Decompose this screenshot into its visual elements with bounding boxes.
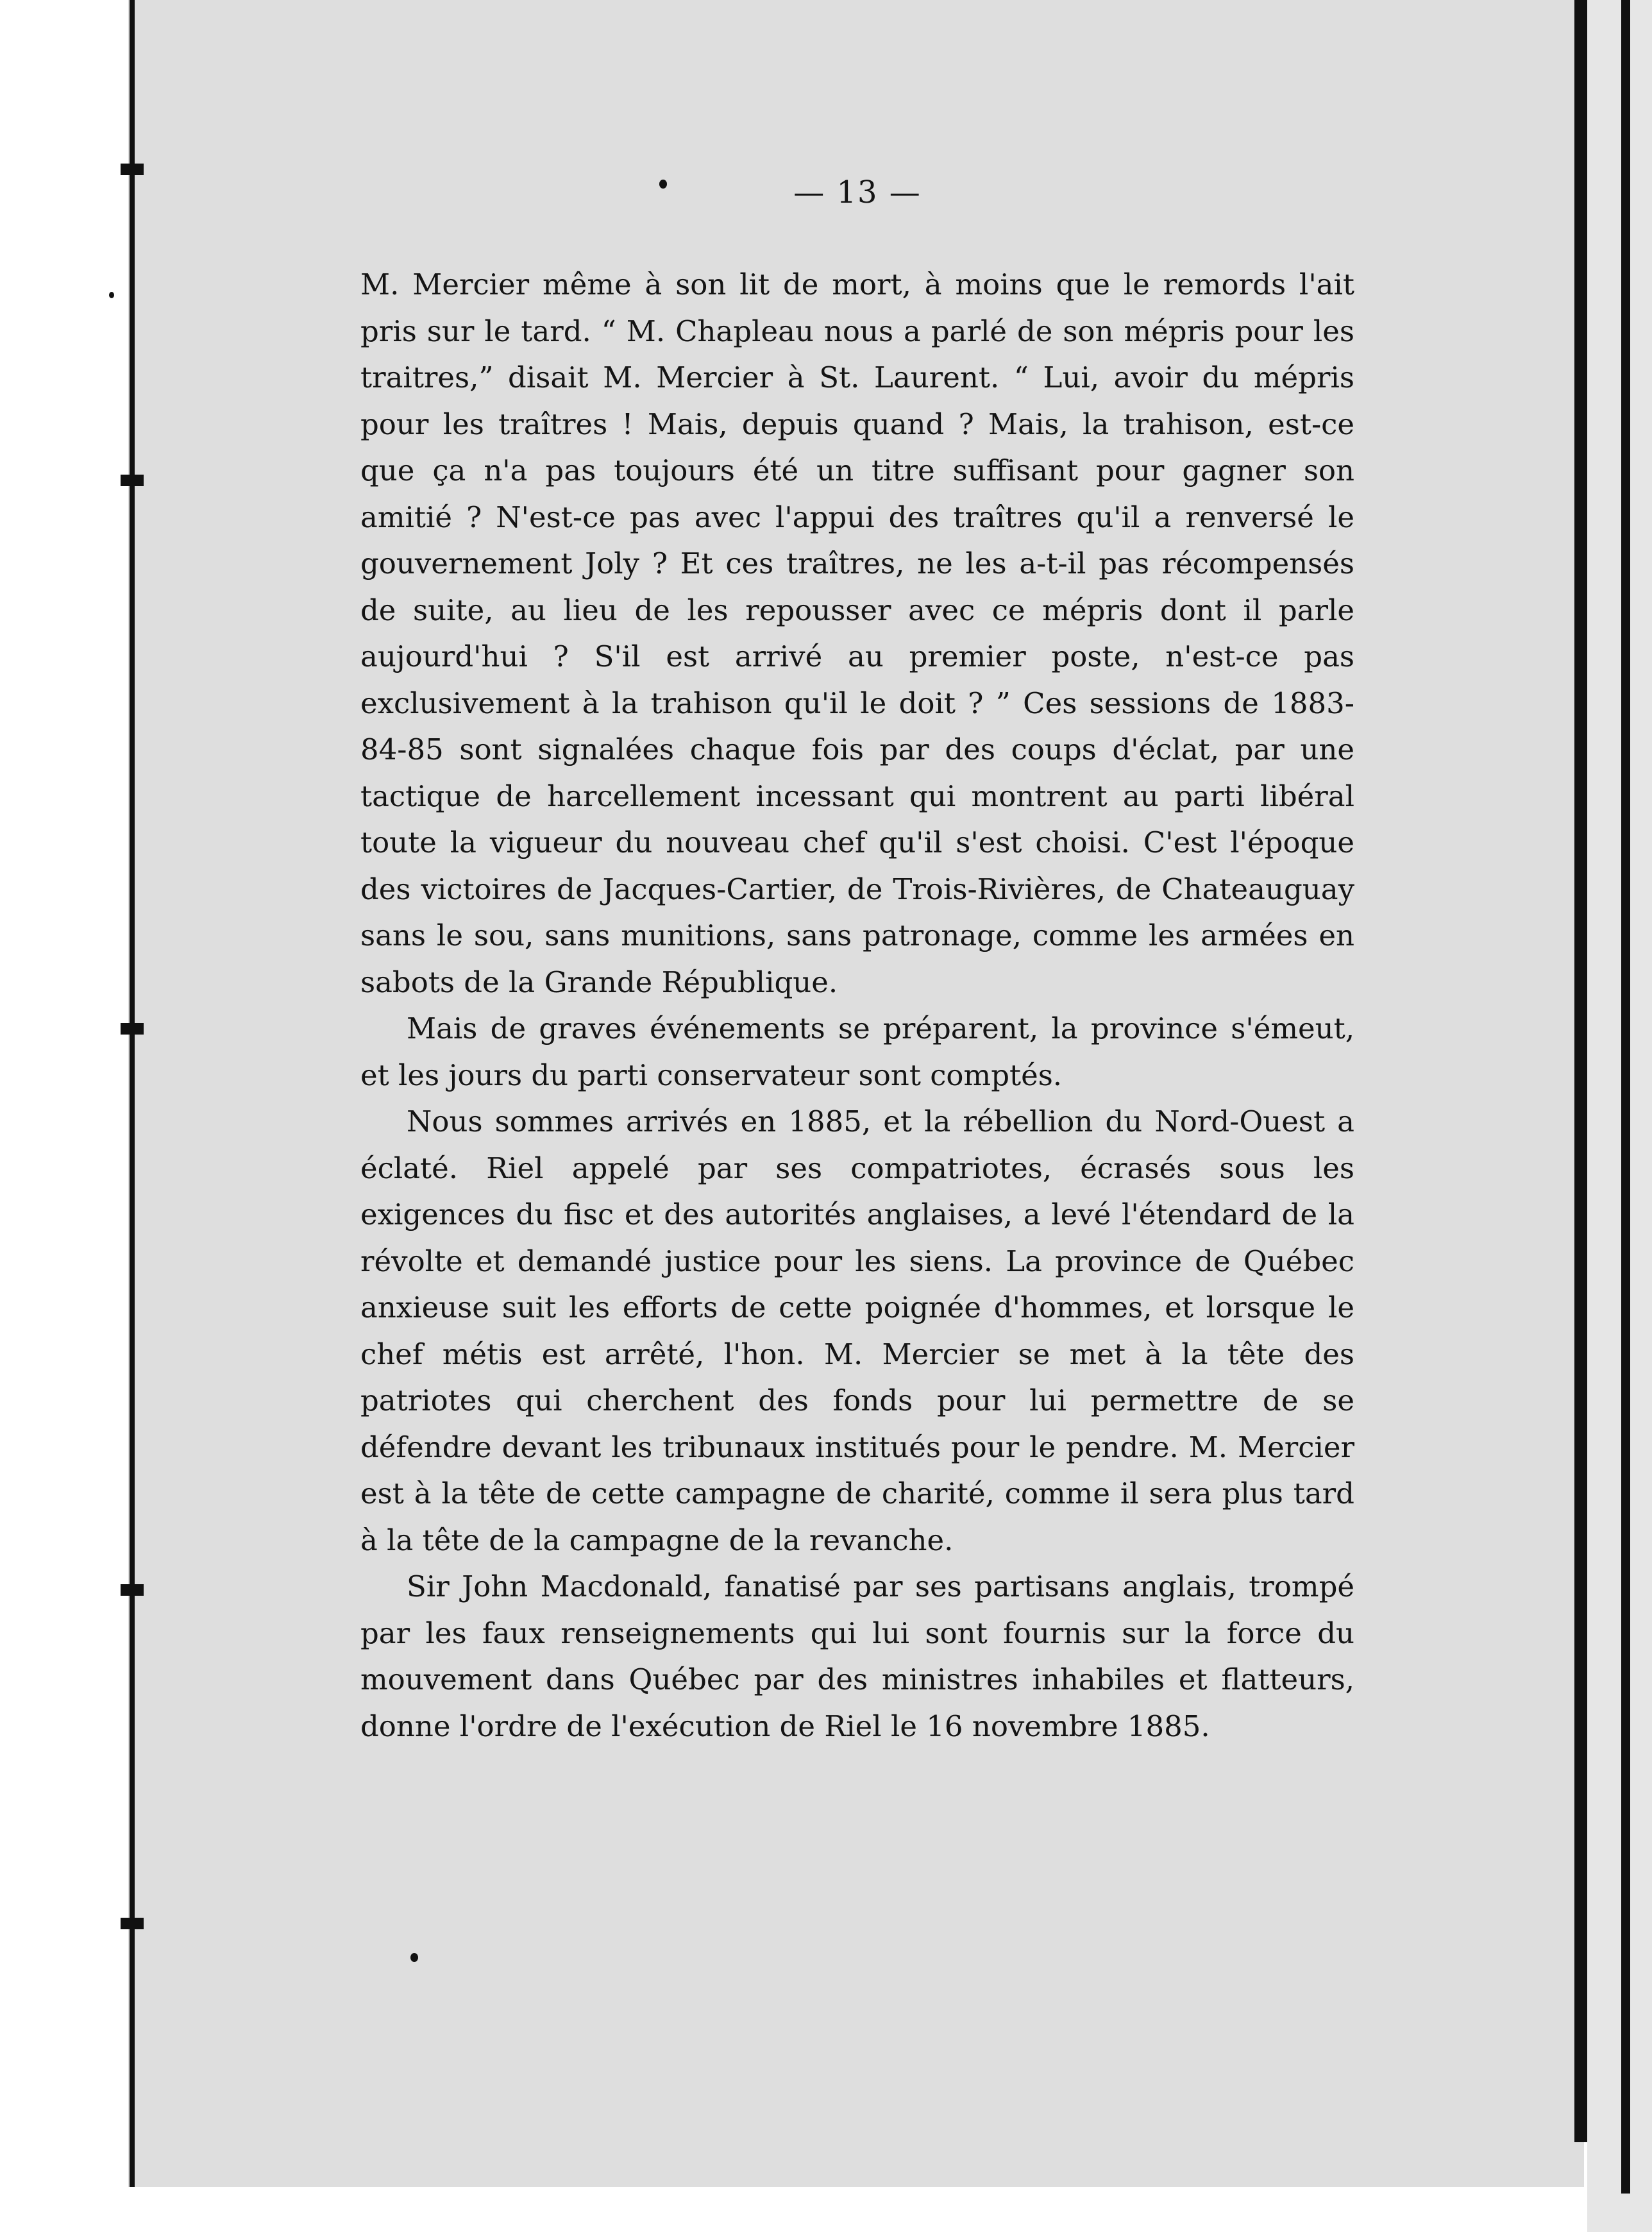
paragraph: Nous sommes arrivés en 1885, et la rébellion du Nord-Ouest a éclaté. Riel appelé par ses compatriotes, écrasés sous les exigences du fisc et des autorités anglaises, a levé l'étendard de la révolte et demandé justice pour les siens. La province de Québec anxieuse suit les efforts de cette poignée d'hommes, et lorsque le chef métis est arrêté, l'hon. M. Mercier se met à la tête des patriotes qui cherchent des fonds pour lui permettre de se défendre devant les tribunaux institués pour le pendre. M. Mercier est à la tête de cette campagne de charité, comme il sera plus tard à la tête de la campagne de la revanche. <box>360 1104 1354 1557</box>
binding-stitch <box>121 164 144 175</box>
page-number: — 13 — <box>793 174 922 210</box>
binding-stitch <box>121 1023 144 1035</box>
ink-speck <box>109 292 114 298</box>
binding-stitch <box>121 1584 144 1596</box>
binding-thread <box>130 0 135 2187</box>
page-edge <box>1574 0 1587 2142</box>
binding-stitch <box>121 475 144 486</box>
text-block <box>360 173 1354 1750</box>
next-sheet-border <box>1621 0 1630 2194</box>
next-sheet-edge <box>1587 0 1652 2232</box>
paragraph: Sir John Macdonald, fanatisé par ses partisans anglais, trompé par les faux renseignements qui lui sont fournis sur la force du mouvement dans Québec par des ministres inhabiles et flatteurs, donne l'ordre de l'exécution de Riel le 16 novembre 1885. <box>360 1569 1354 1743</box>
paragraph: M. Mercier même à son lit de mort, à moins que le remords l'ait pris sur le tard. “ M. Chapleau nous a parlé de son mépris pour les traitres,” disait M. Mercier à St. Laurent. “ Lui, avoir du mépris pour les traîtres ! Mais, depuis quand ? Mais, la trahison, est-ce que ça n'a pas toujours été un titre suffisant pour gagner son amitié ? N'est-ce pas avec l'appui des traîtres qu'il a renversé le gouvernement Joly ? Et ces traîtres, ne les a-t-il pas récompensés de suite, au lieu de les repousser avec ce mépris dont il parle aujourd'hui ? S'il est arrivé au premier poste, n'est-ce pas exclusivement à la trahison qu'il le doit ? ” Ces sessions de 1883-84-85 sont signalées chaque fois par des coups d'éclat, par une tactique de harcellement incessant qui montrent au parti libéral toute la vigueur du nouveau chef qu'il s'est choisi. C'est l'époque des victoires de Jacques-Cartier, de Trois-Rivières, de Chateauguay sans le sou, sans munitions, sans patronage, comme les armées en sabots de la Grande République. <box>360 267 1354 999</box>
paragraph: Mais de graves événements se préparent, la province s'émeut, et les jours du parti conservateur sont comptés. <box>360 1011 1354 1092</box>
binding-stitch <box>121 1918 144 1929</box>
ink-speck <box>410 1953 418 1962</box>
